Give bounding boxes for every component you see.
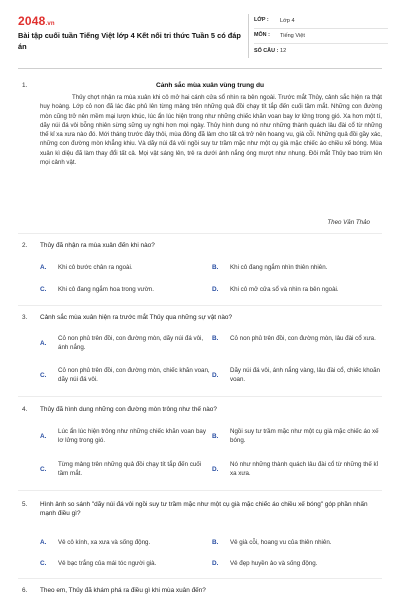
divider <box>18 396 382 397</box>
option-letter: B. <box>212 264 219 271</box>
passage-author: Theo Văn Thảo <box>327 219 370 226</box>
divider <box>18 490 382 491</box>
option-text: Từng mảng trên những quả đồi chạy tít tắp đến cuối tầm mắt. <box>58 461 202 478</box>
logo-text: 2048 <box>18 14 46 28</box>
option-text: Vẻ bạc trắng của mái tóc người già. <box>58 560 157 567</box>
option-letter: D. <box>212 371 219 379</box>
option-text: Khi cô đang ngắm nhìn thiên nhiên. <box>230 264 328 271</box>
option-d[interactable] <box>212 460 384 479</box>
option-text: Khi cô đang ngắm hoa trong vườn. <box>58 286 154 293</box>
meta-value: Lớp 4 <box>280 17 295 24</box>
option-a[interactable] <box>40 538 210 547</box>
option-letter: B. <box>212 432 219 440</box>
option-a[interactable] <box>40 334 210 353</box>
option-text: Cỏ non phủ trên đồi, con đường mòn, lâu đài cổ xưa. <box>230 335 376 342</box>
option-text: Khi cô bước chân ra ngoài. <box>58 264 133 271</box>
page-title: Bài tập cuối tuần Tiếng Việt lớp 4 Kết nối tri thức Tuần 5 có đáp án <box>18 31 241 51</box>
option-letter: C. <box>40 286 47 293</box>
option-c[interactable] <box>40 460 210 479</box>
option-a[interactable] <box>40 427 210 446</box>
option-letter: C. <box>40 560 47 567</box>
option-text: Vẻ già cỗi, hoang vu của thiên nhiên. <box>230 539 332 546</box>
option-text: Ngồi suy tư trầm mặc như một cụ già mặc chiếc áo xế bóng. <box>230 428 379 445</box>
question-text: Cảnh sắc mùa xuân hiện ra trước mắt Thủy qua những sự vật nào? <box>40 314 233 321</box>
option-text: Vẻ đẹp huyền ảo và sống động. <box>230 560 318 567</box>
option-letter: A. <box>40 339 47 347</box>
option-d[interactable] <box>212 366 384 385</box>
question-text: Hình ảnh so sánh "dãy núi đá vôi ngồi suy tư trầm mặc như một cụ già mặc chiếc áo chiều xế bóng" góp phần nhấn mạnh điều gì? <box>40 501 368 518</box>
question-text: Thủy đã nhận ra mùa xuân đến khi nào? <box>40 242 155 249</box>
option-b[interactable] <box>212 334 384 343</box>
option-a[interactable] <box>40 263 210 272</box>
question-number: 5. <box>22 501 28 508</box>
option-letter: A. <box>40 539 47 546</box>
site-logo[interactable] <box>18 13 55 30</box>
meta-row-count <box>254 44 388 59</box>
meta-value: 12 <box>280 48 287 55</box>
option-b[interactable] <box>212 427 384 446</box>
option-text: Nó như những thành quách lâu đài cổ từ những thế kỉ xa xưa. <box>230 461 378 478</box>
divider <box>18 578 382 579</box>
option-c[interactable] <box>40 285 210 294</box>
divider <box>18 233 382 234</box>
meta-label: MÔN : <box>254 32 270 39</box>
passage-title: Cảnh sắc mùa xuân vùng trung du <box>155 82 265 89</box>
option-letter: D. <box>212 560 219 567</box>
logo-suffix: .vn <box>45 21 55 27</box>
option-letter: B. <box>212 539 219 546</box>
option-text: Lúc ẩn lúc hiện trông như những chiếc khăn voan bay lơ lửng trong gió. <box>58 428 206 445</box>
option-letter: A. <box>40 432 47 440</box>
option-d[interactable] <box>212 559 384 568</box>
question-number: 3. <box>22 314 28 321</box>
meta-label: LỚP : <box>254 17 269 24</box>
question-text: Thủy đã hình dung những con đường mòn trông như thế nào? <box>40 406 217 413</box>
header-divider <box>248 14 249 58</box>
meta-table <box>254 14 388 59</box>
question-number: 1. <box>22 82 28 89</box>
option-c[interactable] <box>40 559 210 568</box>
option-letter: C. <box>40 465 47 473</box>
question-number: 4. <box>22 406 28 413</box>
option-text: Khi cô mở cửa sổ và nhìn ra bên ngoài. <box>230 286 339 293</box>
question-text: Theo em, Thủy đã khám phá ra điều gì khi mùa xuân đến? <box>40 587 206 594</box>
meta-row-subject <box>254 29 388 44</box>
meta-row-grade <box>254 14 388 29</box>
option-letter: B. <box>212 335 219 342</box>
option-letter: A. <box>40 264 47 271</box>
meta-value: Tiếng Việt <box>280 32 305 39</box>
option-text: Cỏ non phủ trên đồi, con đường mòn, dãy núi đá vôi, ánh nắng. <box>58 335 204 352</box>
option-letter: D. <box>212 465 219 473</box>
passage-text: Thủy chợt nhận ra mùa xuân khi cô mở hai cánh cửa sổ nhìn ra bên ngoài. Trước mắt Thủy, cảnh sắc hiện ra thật huy hoàng. Lớp cỏ non đã lác đác phủ lên từng mảng trên những quả đồi chạy tít tắp đến cuối tầm mắt. Những con đường mòn cũng trở nên mềm mại lượn khúc, lúc ẩn lúc hiện trong như những chiếc khăn voan bay lơ lửng trong gió. Xa hơn một tí, dãy núi đá vôi bỗng nhiên sừng sững uy nghi hơn mọi ngày. Thủy hình dung nó như những thành quách lâu đài cổ từ những thế kỉ xa xưa nào đó. Mới tháng trước đây thôi, mùa đông đã làm cho tất cả trở nên hoang vu, già cỗi. Những quả đồi gầy xác, những con đường mòn khẳng khiu. Và dãy núi đá vôi ngồi suy tư trầm mặc như một cụ già mặc chiếc áo chiều xế bóng. Mùa xuân kì diệu đã làm thay đổi tất cả. Mọi vật sáng lên, trẻ ra dưới ánh nắng óng mượt như nhung. Đôi mắt Thủy bao trùm lên mọi cảnh vật. <box>40 94 382 166</box>
option-c[interactable] <box>40 366 210 385</box>
option-d[interactable] <box>212 285 384 294</box>
question-number: 2. <box>22 242 28 249</box>
header-separator <box>18 68 382 69</box>
question-number: 6. <box>22 587 28 594</box>
option-text: Dãy núi đá vôi, ánh nắng vàng, lâu đài cổ, chiếc khoăn voan. <box>230 367 380 384</box>
option-b[interactable] <box>212 538 384 547</box>
option-text: Cỏ non phủ trên đồi, con đường mòn, chiếc khăn voan, dãy núi đá vôi. <box>58 367 210 384</box>
option-letter: D. <box>212 286 219 293</box>
divider <box>18 305 382 306</box>
meta-label: SỐ CÂU : <box>254 47 279 54</box>
header <box>0 0 400 66</box>
option-text: Vẻ cô kính, xa xưa và sống động. <box>58 539 151 546</box>
option-b[interactable] <box>212 263 384 272</box>
option-letter: C. <box>40 371 47 379</box>
